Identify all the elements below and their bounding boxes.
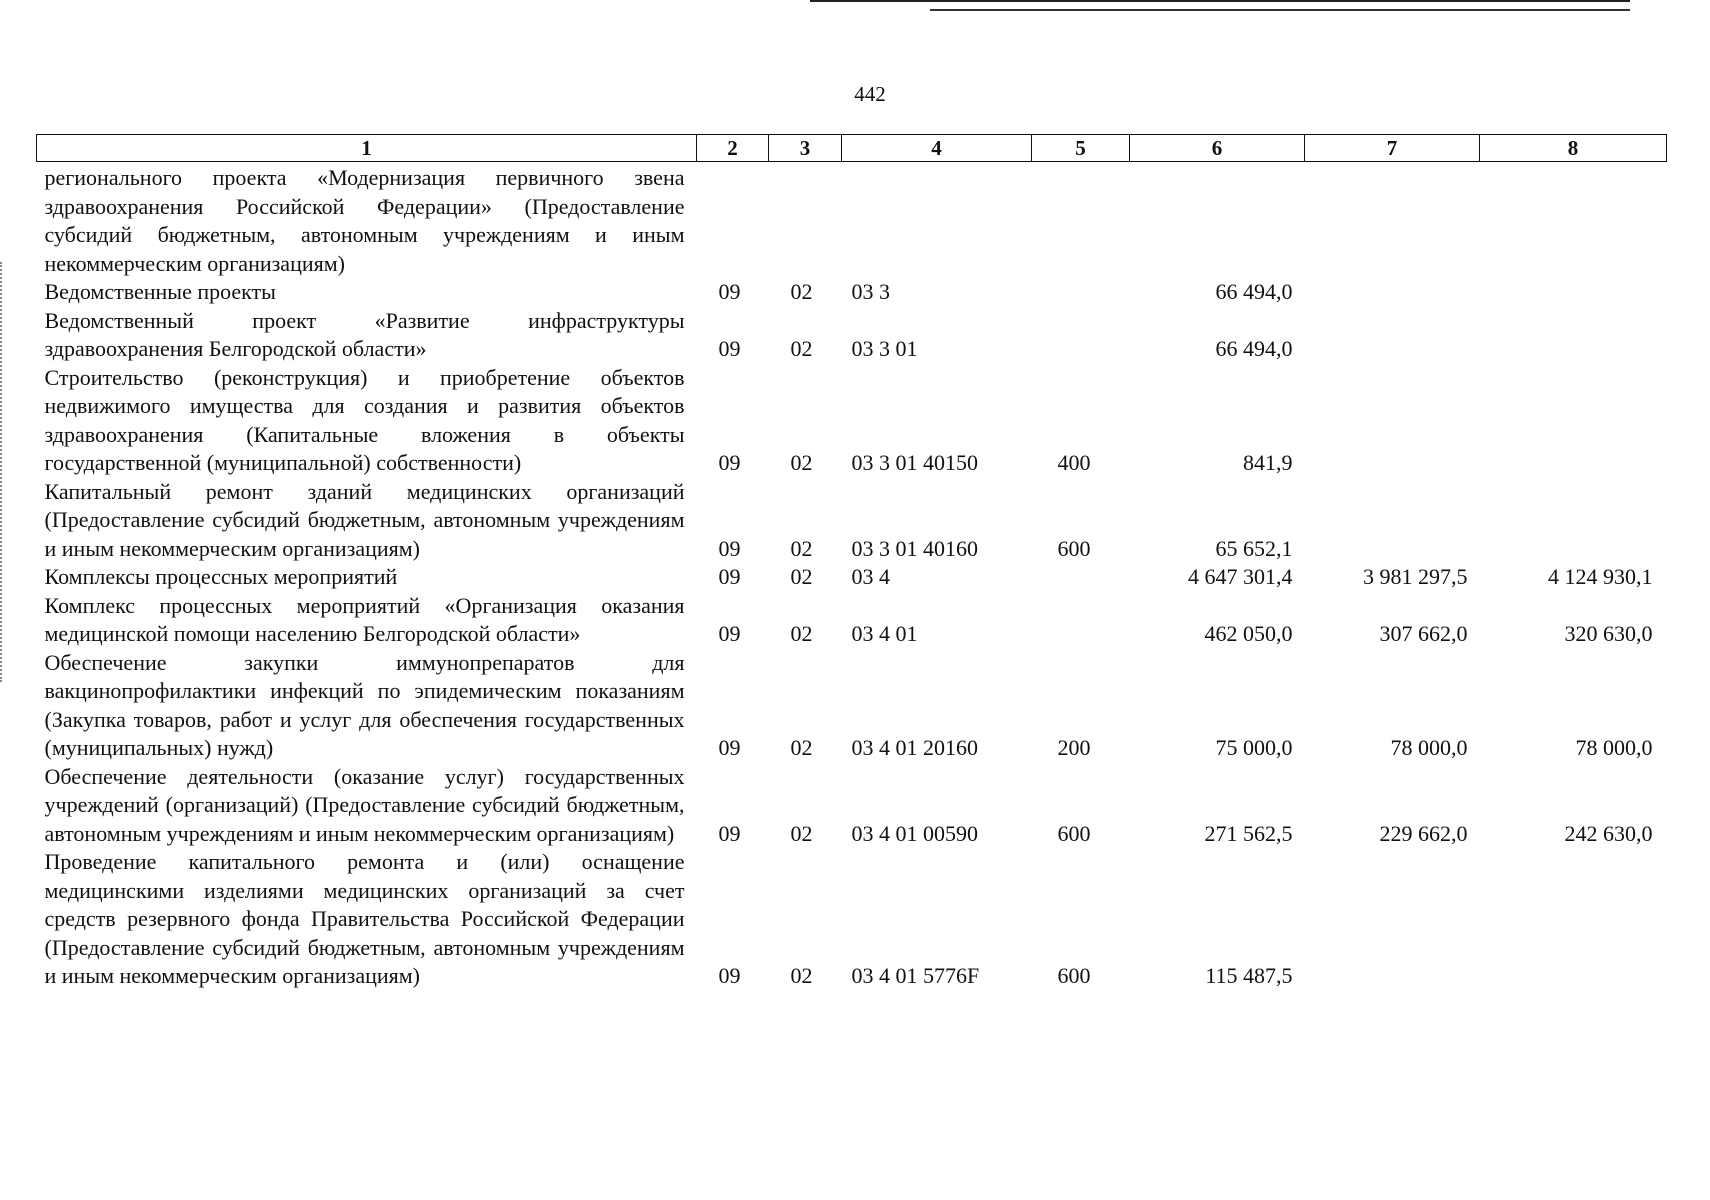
- row-expense-type-code: [1032, 563, 1130, 592]
- table-row: [37, 763, 1667, 849]
- column-header-8: 8: [1480, 135, 1667, 162]
- row-amount-year2: 3 981 297,5: [1363, 564, 1468, 589]
- row-section-code: [697, 162, 769, 279]
- row-target-code: 03 3 01 40160: [851, 535, 978, 561]
- table-body: [37, 162, 1667, 991]
- row-amount-year3: 320 630,0: [1564, 621, 1653, 646]
- row-amount-year1: 66 494,0: [1215, 279, 1293, 304]
- row-amount-year1: 4 647 301,4: [1188, 564, 1293, 589]
- row-description: Строительство (реконструкция) и приобретение объектов недвижимого имущества для создания и развития объектов здравоохранения (Капитальные вложения в объекты государственной (муниципальной) собственности): [44, 364, 685, 475]
- budget-table: [36, 134, 1667, 991]
- column-header-7: 7: [1305, 135, 1480, 162]
- table-row: [37, 592, 1667, 649]
- row-expense-type-code: 600: [1057, 820, 1091, 846]
- row-amount-year1: 75 000,0: [1215, 735, 1293, 760]
- column-header-1: 1: [37, 135, 697, 162]
- row-amount-year3: [1480, 278, 1667, 307]
- row-amount-year2: 307 662,0: [1379, 621, 1468, 646]
- row-subsection-code: 02: [790, 564, 813, 589]
- table-row: [37, 162, 1667, 279]
- row-expense-type-code: 400: [1057, 450, 1091, 475]
- row-description: Капитальный ремонт зданий медицинских организаций (Предоставление субсидий бюджетным, автономным учреждениям и иным некоммерческим организациям): [44, 478, 685, 561]
- row-amount-year2: [1305, 364, 1480, 478]
- page-number: 442: [854, 82, 886, 106]
- row-description: Ведомственные проекты: [44, 279, 276, 304]
- column-header-2: 2: [697, 135, 769, 162]
- row-section-code: 09: [718, 820, 741, 846]
- column-header-5: 5: [1032, 135, 1130, 162]
- row-description: Комплекс процессных мероприятий «Организация оказания медицинской помощи населению Белгородской области»: [44, 592, 685, 646]
- row-target-code: 03 4 01 5776F: [851, 963, 980, 988]
- row-amount-year2: [1305, 162, 1480, 279]
- row-section-code: 09: [718, 621, 741, 646]
- row-expense-type-code: [1032, 278, 1130, 307]
- row-expense-type-code: 600: [1057, 963, 1091, 988]
- row-amount-year3: 242 630,0: [1564, 820, 1653, 846]
- row-amount-year1: 462 050,0: [1204, 621, 1293, 646]
- table-row: [37, 364, 1667, 478]
- row-target-code: 03 3 01: [851, 336, 918, 361]
- scan-margin-marks: [0, 262, 5, 682]
- row-amount-year3: [1480, 848, 1667, 991]
- row-section-code: 09: [718, 450, 741, 475]
- row-description: Ведомственный проект «Развитие инфраструктуры здравоохранения Белгородской области»: [44, 307, 685, 361]
- table-row: [37, 478, 1667, 564]
- column-header-4: 4: [842, 135, 1032, 162]
- row-section-code: 09: [718, 564, 741, 589]
- row-subsection-code: 02: [790, 279, 813, 304]
- row-subsection-code: 02: [790, 621, 813, 646]
- row-target-code: 03 3: [851, 279, 890, 304]
- header-row: [37, 135, 1667, 162]
- row-expense-type-code: 600: [1057, 535, 1091, 561]
- row-expense-type-code: [1032, 307, 1130, 364]
- table-row: [37, 649, 1667, 763]
- table-row: [37, 278, 1667, 307]
- row-amount-year2: [1305, 307, 1480, 364]
- row-amount-year1: 271 562,5: [1204, 820, 1293, 846]
- row-section-code: 09: [718, 735, 741, 760]
- row-expense-type-code: 200: [1057, 735, 1091, 760]
- row-subsection-code: 02: [790, 336, 813, 361]
- row-amount-year1: 841,9: [1243, 450, 1293, 475]
- row-amount-year3: [1480, 162, 1667, 279]
- row-target-code: 03 4 01: [851, 621, 918, 646]
- row-description: Комплексы процессных мероприятий: [44, 564, 398, 589]
- row-amount-year1: 66 494,0: [1215, 336, 1293, 361]
- column-header-3: 3: [769, 135, 842, 162]
- table-row: [37, 563, 1667, 592]
- row-amount-year2: [1305, 848, 1480, 991]
- row-subsection-code: 02: [790, 535, 813, 561]
- row-amount-year2: 78 000,0: [1390, 735, 1468, 760]
- row-target-code: 03 4 01 20160: [851, 735, 978, 760]
- row-section-code: 09: [718, 336, 741, 361]
- row-amount-year3: [1480, 364, 1667, 478]
- row-amount-year2: [1305, 278, 1480, 307]
- row-target-code: 03 4: [851, 564, 890, 589]
- row-amount-year1: 65 652,1: [1215, 535, 1293, 561]
- row-description: регионального проекта «Модернизация первичного звена здравоохранения Российской Федерации» (Предоставление субсидий бюджетным, автономным учреждениям и иным некоммерческим организациям): [44, 165, 685, 276]
- row-description: Обеспечение закупки иммунопрепаратов для вакцинопрофилактики инфекций по эпидемическим показаниям (Закупка товаров, работ и услуг для обеспечения государственных (муниципальных) нужд): [44, 649, 685, 760]
- row-subsection-code: 02: [790, 735, 813, 760]
- row-target-code: 03 3 01 40150: [851, 450, 978, 475]
- scan-artifact-line: [930, 9, 1630, 11]
- row-amount-year3: [1480, 478, 1667, 564]
- row-description: Обеспечение деятельности (оказание услуг) государственных учреждений (организаций) (Предоставление субсидий бюджетным, автономным учреждениям и иным некоммерческим организациям): [44, 763, 685, 846]
- row-amount-year3: 4 124 930,1: [1548, 564, 1653, 589]
- table-row: [37, 848, 1667, 991]
- row-amount-year1: [1130, 162, 1305, 279]
- row-description: Проведение капитального ремонта и (или) оснащение медицинскими изделиями медицинских организаций за счет средств резервного фонда Правительства Российской Федерации (Предоставление субсидий бюджетным, автономным учреждениям и иным некоммерческим организациям): [44, 849, 685, 988]
- row-section-code: 09: [718, 963, 741, 988]
- row-amount-year2: 229 662,0: [1379, 820, 1468, 846]
- row-section-code: 09: [718, 535, 741, 561]
- row-expense-type-code: [1032, 162, 1130, 279]
- row-amount-year1: 115 487,5: [1205, 963, 1293, 988]
- row-subsection-code: 02: [790, 450, 813, 475]
- row-amount-year3: [1480, 307, 1667, 364]
- scan-artifact-line: [810, 0, 1630, 2]
- row-subsection-code: 02: [790, 820, 813, 846]
- row-subsection-code: [769, 162, 842, 279]
- row-subsection-code: 02: [790, 963, 813, 988]
- row-amount-year2: [1305, 478, 1480, 564]
- row-expense-type-code: [1032, 592, 1130, 649]
- row-target-code: 03 4 01 00590: [851, 820, 978, 846]
- row-target-code: [842, 162, 1032, 279]
- column-header-6: 6: [1130, 135, 1305, 162]
- row-amount-year3: 78 000,0: [1575, 735, 1653, 760]
- table-row: [37, 307, 1667, 364]
- row-section-code: 09: [718, 279, 741, 304]
